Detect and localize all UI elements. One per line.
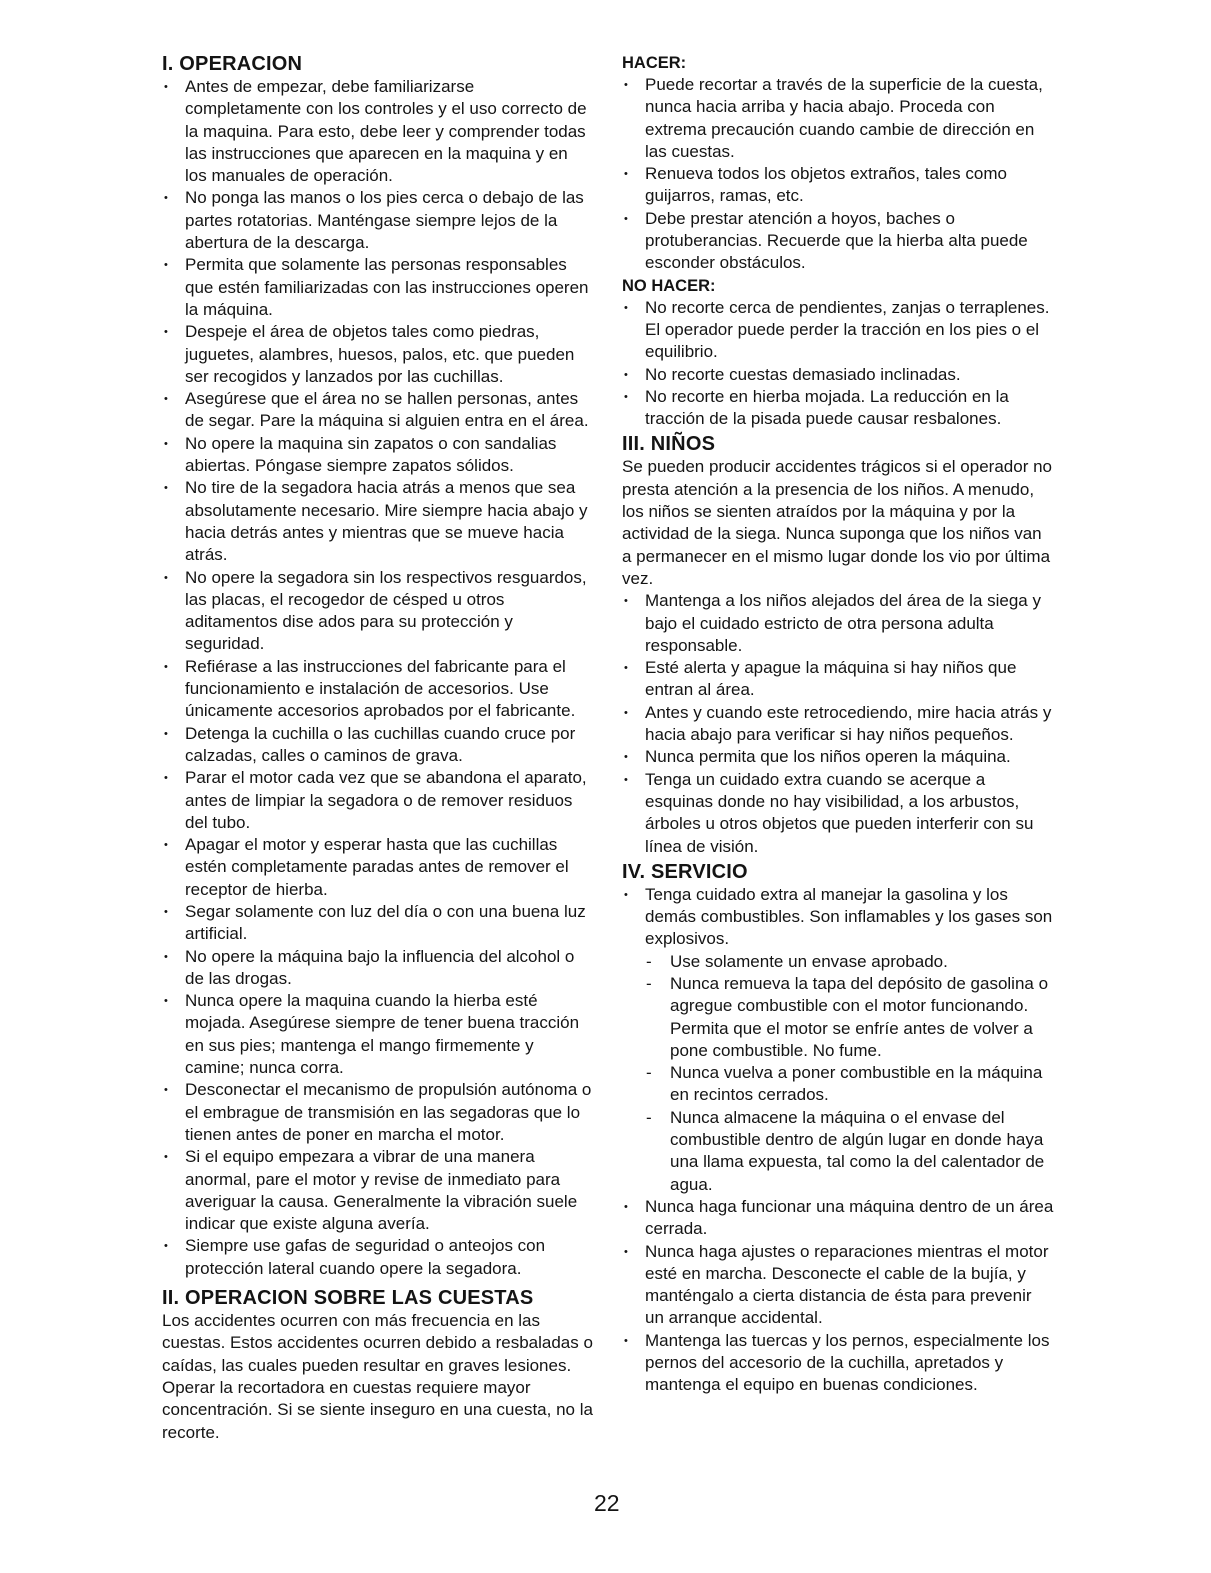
do-list: [622, 74, 1054, 275]
list-item: • Nunca opere la maquina cuando la hierba esté mojada. Asegúrese siempre de tener buena tracción en sus pies; mantenga el mango firmemente y camine; nunca corra.: [162, 990, 594, 1079]
list-item: • Detenga la cuchilla o las cuchillas cuando cruce por calzadas, calles o caminos de grava.: [162, 723, 594, 768]
sub-list-item: - Nunca remueva la tapa del depósito de gasolina o agregue combustible con el motor funcionando. Permita que el motor se enfríe antes de volver a pone combustible. No fume.: [622, 973, 1054, 1062]
list-item: • Refiérase a las instrucciones del fabricante para el funcionamiento e instalación de accesorios. Use únicamente accesorios aprobados por el fabricante.: [162, 656, 594, 723]
list-item: • No recorte cuestas demasiado inclinadas.: [622, 364, 1054, 386]
list-item: • Nunca permita que los niños operen la máquina.: [622, 746, 1054, 768]
dont-list: [622, 297, 1054, 431]
dont-title: NO HACER:: [622, 276, 716, 295]
section-2-title: II. OPERACION SOBRE LAS CUESTAS: [162, 1287, 534, 1310]
list-item: • Asegúrese que el área no se hallen personas, antes de segar. Pare la máquina si alguien entra en el área.: [162, 388, 594, 433]
list-item: • Si el equipo empezara a vibrar de una manera anormal, pare el motor y revise de inmediato para averiguar la causa. Generalmente la vibración suele indicar que existe alguna avería.: [162, 1146, 594, 1235]
list-item: • No ponga las manos o los pies cerca o debajo de las partes rotatorias. Manténgase siempre lejos de la abertura de la descarga.: [162, 187, 594, 254]
page-number: 22: [594, 1490, 620, 1516]
list-item: • No opere la maquina sin zapatos o con sandalias abiertas. Póngase siempre zapatos sólidos.: [162, 433, 594, 478]
list-item: • Apagar el motor y esperar hasta que las cuchillas estén completamente paradas antes de remover el receptor de hierba.: [162, 834, 594, 901]
list-item: • No recorte en hierba mojada. La reducción en la tracción de la pisada puede causar resbalones.: [622, 386, 1054, 431]
list-item: • Permita que solamente las personas responsables que estén familiarizadas con las instrucciones operen la máquina.: [162, 254, 594, 321]
list-item: • Debe prestar atención a hoyos, baches o protuberancias. Recuerde que la hierba alta puede esconder obstáculos.: [622, 208, 1054, 275]
sub-list-item: - Nunca vuelva a poner combustible en la máquina en recintos cerrados.: [622, 1062, 1054, 1107]
right-column: [622, 52, 1054, 1397]
section-4-list: [622, 884, 1054, 1397]
list-item: • Renueva todos los objetos extraños, tales como guijarros, ramas, etc.: [622, 163, 1054, 208]
list-item: • Mantenga las tuercas y los pernos, especialmente los pernos del accesorio de la cuchilla, apretados y mantenga el equipo en buenas condiciones.: [622, 1330, 1054, 1397]
list-item: • Esté alerta y apague la máquina si hay niños que entran al área.: [622, 657, 1054, 702]
list-item: • No tire de la segadora hacia atrás a menos que sea absolutamente necesario. Mire siempre hacia abajo y hacia detrás antes y mientras que se mueve hacia atrás.: [162, 477, 594, 566]
section-3-list: [622, 590, 1054, 858]
section-4-title: IV. SERVICIO: [622, 860, 748, 883]
section-3-intro: Se pueden producir accidentes trágicos si el operador no presta atención a la presencia de los niños. A menudo, los niños se sienten atraídos por la máquina y por la actividad de la siega. Nunca suponga que los niños van a permanecer en el mismo lugar donde los vio por última vez.: [622, 457, 1052, 588]
section-1-title: I. OPERACION: [162, 53, 303, 75]
list-item: • Nunca haga funcionar una máquina dentro de un área cerrada.: [622, 1196, 1054, 1241]
left-column: [162, 52, 594, 1444]
list-item: • No recorte cerca de pendientes, zanjas o terraplenes. El operador puede perder la tracción en los pies o el equilibrio.: [622, 297, 1054, 364]
list-item: • Mantenga a los niños alejados del área de la siega y bajo el cuidado estricto de otra persona adulta responsable.: [622, 590, 1054, 657]
list-item: • Parar el motor cada vez que se abandona el aparato, antes de limpiar la segadora o de remover residuos del tubo.: [162, 767, 594, 834]
sub-list-item: - Nunca almacene la máquina o el envase del combustible dentro de algún lugar en donde haya una llama expuesta, tal como la del calentador de agua.: [622, 1107, 1054, 1196]
sub-list-item: - Use solamente un envase aprobado.: [622, 951, 1054, 973]
list-item: • No opere la segadora sin los respectivos resguardos, las placas, el recogedor de césped u otros aditamentos dise ados para su protección y seguridad.: [162, 567, 594, 656]
list-item: • Nunca haga ajustes o reparaciones mientras el motor esté en marcha. Desconecte el cable de la bujía, y manténgalo a cierta distancia de ésta para prevenir un arranque accidental.: [622, 1241, 1054, 1330]
section-2-intro: Los accidentes ocurren con más frecuencia en las cuestas. Estos accidentes ocurren debido a resbaladas o caídas, las cuales pueden resultar en graves lesiones. Operar la recortadora en cuestas requiere mayor concentración. Si se siente inseguro en una cuesta, no la recorte.: [162, 1311, 593, 1442]
list-item: • Tenga cuidado extra al manejar la gasolina y los demás combustibles. Son inflamables y los gases son explosivos.: [622, 884, 1054, 951]
list-item: • Despeje el área de objetos tales como piedras, juguetes, alambres, huesos, palos, etc. que pueden ser recogidos y lanzados por las cuchillas.: [162, 321, 594, 388]
section-1-list: [162, 76, 594, 1280]
do-title: HACER:: [622, 54, 687, 72]
list-item: • Antes y cuando este retrocediendo, mire hacia atrás y hacia abajo para verificar si hay niños pequeños.: [622, 702, 1054, 747]
list-item: • No opere la máquina bajo la influencia del alcohol o de las drogas.: [162, 946, 594, 991]
list-item: • Tenga un cuidado extra cuando se acerque a esquinas donde no hay visibilidad, a los arbustos, árboles u otros objetos que pueden interferir con su línea de visión.: [622, 769, 1054, 858]
section-3-title: III. NIÑOS: [622, 433, 716, 456]
list-item: • Antes de empezar, debe familiarizarse completamente con los controles y el uso correcto de la maquina. Para esto, debe leer y comprender todas las instrucciones que aparecen en la maquina y en los manuales de operación.: [162, 76, 594, 187]
list-item: • Segar solamente con luz del día o con una buena luz artificial.: [162, 901, 594, 946]
list-item: • Siempre use gafas de seguridad o anteojos con protección lateral cuando opere la segadora.: [162, 1235, 594, 1280]
list-item: • Desconectar el mecanismo de propulsión autónoma o el embrague de transmisión en las segadoras que lo tienen antes de poner en marcha el motor.: [162, 1079, 594, 1146]
list-item: • Puede recortar a través de la superficie de la cuesta, nunca hacia arriba y hacia abajo. Proceda con extrema precaución cuando cambie de dirección en las cuestas.: [622, 74, 1054, 163]
